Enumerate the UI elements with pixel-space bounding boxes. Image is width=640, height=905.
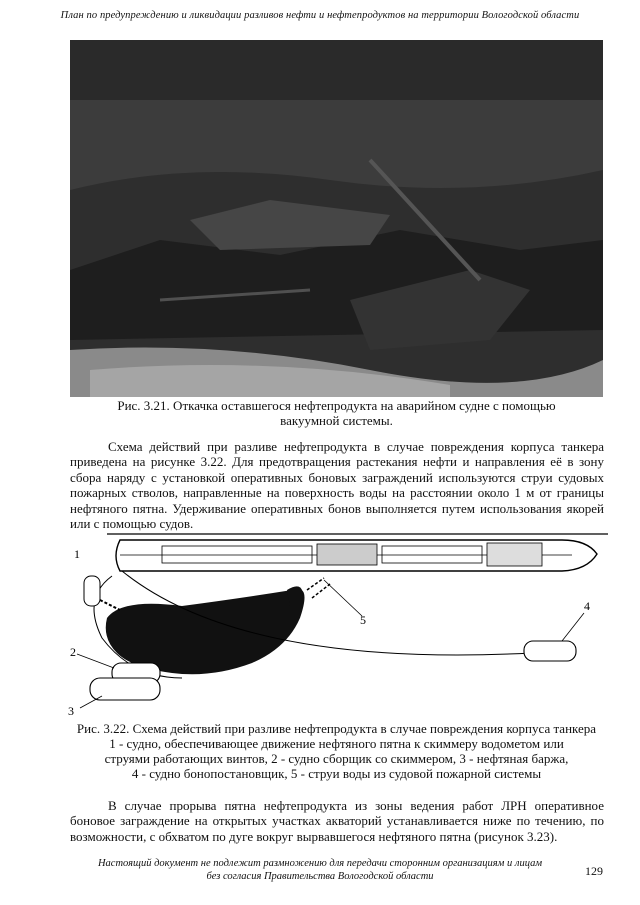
diagram-label-4: 4 xyxy=(584,599,590,613)
diagram-label-5: 5 xyxy=(360,613,366,627)
document-header: План по предупреждению и ликвидации разливов нефти и нефтепродуктов на территории Вологодской области xyxy=(60,10,580,21)
diagram-label-3: 3 xyxy=(68,704,74,718)
figure-caption-3-21 xyxy=(70,398,603,428)
paragraph-oil-spill-scheme: Схема действий при разливе нефтепродукта в случае повреждения корпуса танкера приведена на рисунке 3.22. Для предотвращения растекания нефти и направления её в зону сбора наряду с установкой оперативных боновых заграждений используются струи судовых пожарных стволов, направленные на поверхность воды на расстоянии около 1 м от границы нефтяного пятна. Удерживание оперативных бонов выполняется путем использования якорей или с помощью судов. xyxy=(70,439,604,532)
paragraph-slick-breakthrough: В случае прорыва пятна нефтепродукта из зоны ведения работ ЛРН оперативное боновое заграждение на открытых участках акваторий устанавливается ниже по течению, по возможности, с обхватом по дуге вокруг вырвавшегося нефтяного пятна (рисунок 3.23). xyxy=(70,798,604,844)
caption-line: вакуумной системы. xyxy=(280,413,393,428)
caption-line: Рис. 3.21. Откачка оставшегося нефтепродукта на аварийном судне с помощью xyxy=(117,398,556,413)
diagram-label-1: 1 xyxy=(74,547,80,561)
footer-line: Настоящий документ не подлежит размножению для передачи сторонним организациям и лицам xyxy=(97,858,543,869)
figure-diagram-tanker-spill xyxy=(62,528,608,722)
document-footer xyxy=(70,857,570,883)
caption-line: струями работающих винтов, 2 - судно сборщик со скиммером, 3 - нефтяная баржа, xyxy=(104,751,569,766)
figure-photo-vacuum-pumping xyxy=(70,40,603,397)
caption-line: 4 - судно бонопостановщик, 5 - струи воды из судовой пожарной системы xyxy=(131,766,542,781)
caption-line: Рис. 3.22. Схема действий при разливе нефтепродукта в случае повреждения корпуса танкера xyxy=(76,721,597,736)
page-number: 129 xyxy=(585,864,603,878)
figure-caption-3-22 xyxy=(70,721,603,781)
footer-line: без согласия Правительства Вологодской области xyxy=(206,871,434,882)
diagram-label-2: 2 xyxy=(70,645,76,659)
caption-line: 1 - судно, обеспечивающее движение нефтяного пятна к скиммеру водометом или xyxy=(109,736,564,751)
